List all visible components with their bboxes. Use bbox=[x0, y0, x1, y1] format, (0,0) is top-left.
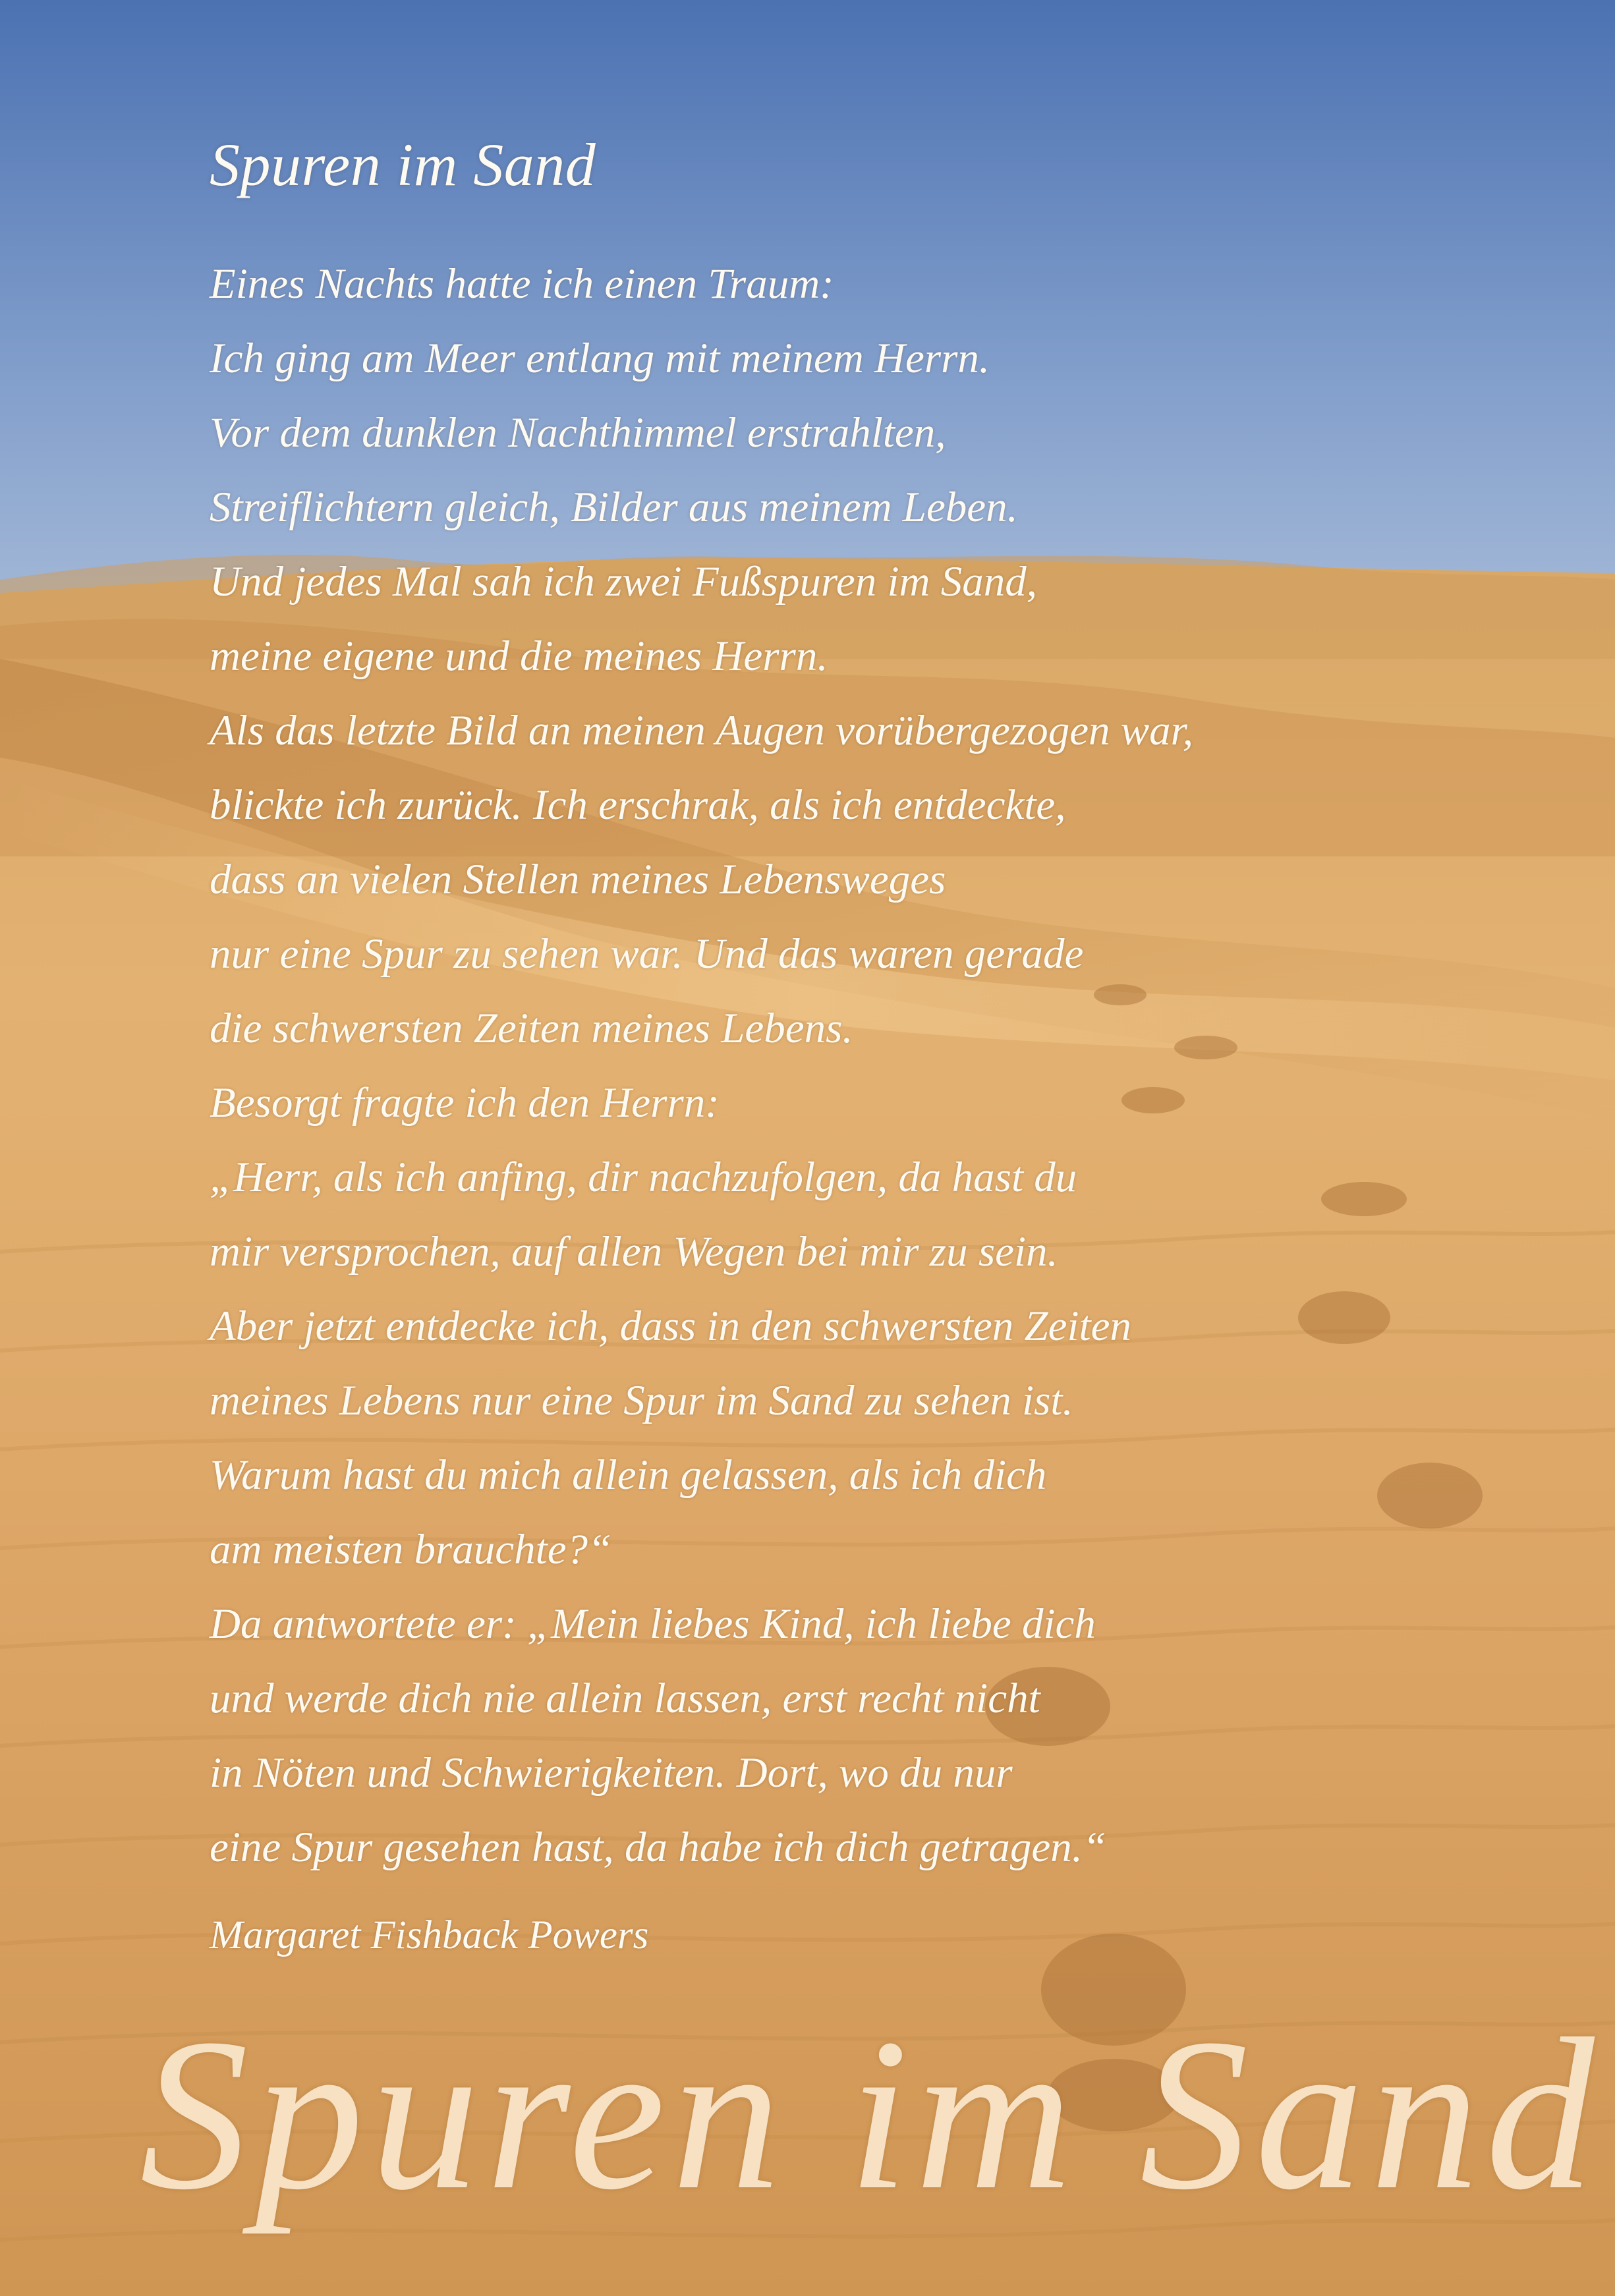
poem-text-block bbox=[210, 132, 1396, 1959]
poem-line: Aber jetzt entdecke ich, dass in den schwersten Zeiten bbox=[210, 1302, 1131, 1351]
poem-body bbox=[210, 247, 1396, 1885]
poem-title: Spuren im Sand bbox=[210, 131, 596, 198]
poem-line: nur eine Spur zu sehen war. Und das waren gerade bbox=[210, 930, 1084, 978]
poem-line: Ich ging am Meer entlang mit meinem Herrn. bbox=[210, 335, 990, 383]
poem-line: meine eigene und die meines Herrn. bbox=[210, 632, 828, 681]
poem-line: Als das letzte Bild an meinen Augen vorübergezogen war, bbox=[210, 707, 1194, 755]
poem-line: eine Spur gesehen hast, da habe ich dich getragen.“ bbox=[210, 1824, 1107, 1872]
poem-line: Da antwortete er: „Mein liebes Kind, ich liebe dich bbox=[210, 1600, 1096, 1648]
poem-line: dass an vielen Stellen meines Lebensweges bbox=[210, 856, 946, 904]
poem-line: blickte ich zurück. Ich erschrak, als ich entdeckte, bbox=[210, 781, 1066, 829]
poem-line: Vor dem dunklen Nachthimmel erstrahlten, bbox=[210, 409, 946, 457]
poem-line: Besorgt fragte ich den Herrn: bbox=[210, 1079, 720, 1127]
poem-line: Und jedes Mal sah ich zwei Fußspuren im Sand, bbox=[210, 558, 1037, 606]
script-title: Spuren im Sand bbox=[140, 1994, 1601, 2235]
poem-line: meines Lebens nur eine Spur im Sand zu sehen ist. bbox=[210, 1377, 1073, 1425]
author-credit: Margaret Fishback Powers bbox=[210, 1913, 649, 1958]
poem-line: „Herr, als ich anfing, dir nachzufolgen, da hast du bbox=[210, 1154, 1077, 1202]
poem-line: und werde dich nie allein lassen, erst recht nicht bbox=[210, 1675, 1040, 1723]
poem-line: die schwersten Zeiten meines Lebens. bbox=[210, 1005, 853, 1053]
poem-line: in Nöten und Schwierigkeiten. Dort, wo du nur bbox=[210, 1749, 1013, 1797]
poem-line: mir versprochen, auf allen Wegen bei mir zu sein. bbox=[210, 1228, 1058, 1276]
poem-line: Streiflichtern gleich, Bilder aus meinem Leben. bbox=[210, 484, 1018, 532]
poem-line: Warum hast du mich allein gelassen, als ich dich bbox=[210, 1451, 1047, 1499]
poem-line: am meisten brauchte?“ bbox=[210, 1526, 612, 1574]
poem-line: Eines Nachts hatte ich einen Traum: bbox=[210, 260, 834, 308]
